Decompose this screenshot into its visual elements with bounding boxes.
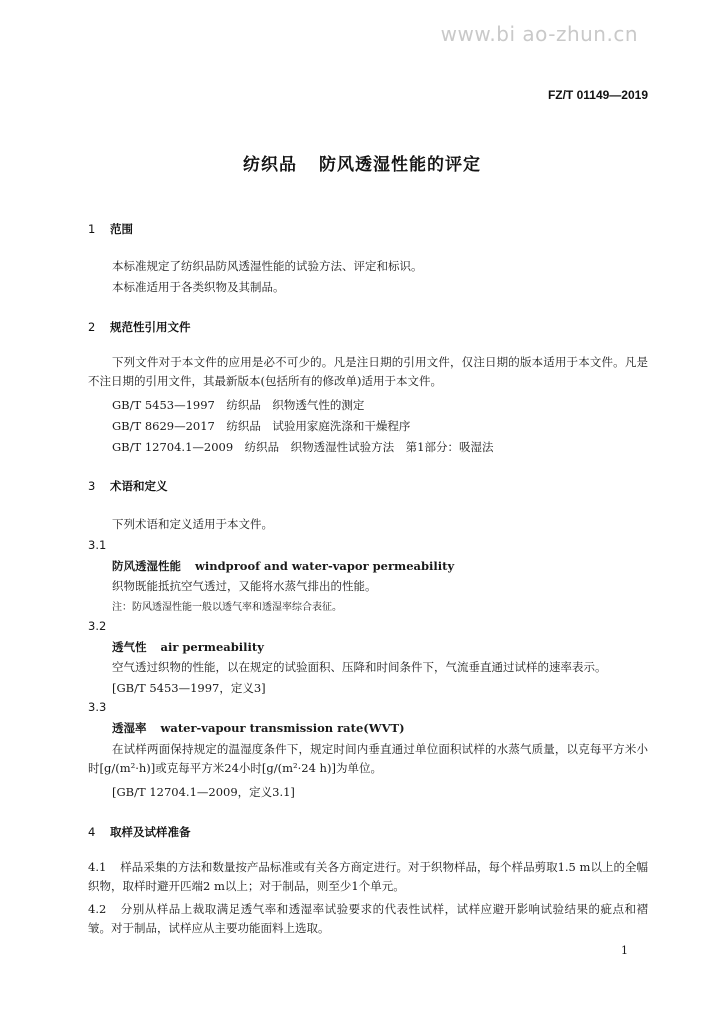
standard-number: FZ/T 01149—2019 <box>547 88 648 102</box>
term-number: 3.3 <box>88 700 107 714</box>
section-number: 1 <box>88 222 96 236</box>
clause-4-2 <box>88 900 648 938</box>
section-title: 规范性引用文件 <box>110 320 191 334</box>
term-zh: 透气性 <box>112 640 147 654</box>
term-heading <box>112 720 724 736</box>
title-part-1: 纺织品 <box>243 155 297 175</box>
section-1-heading <box>88 221 133 237</box>
term-en: water-vapour transmission rate(WVT) <box>160 721 405 735</box>
watermark: www.bi ao-zhun.cn <box>440 22 638 46</box>
term-note: 注：防风透湿性能一般以透气率和透湿率综合表征。 <box>112 602 342 613</box>
reference-item: GB/T 8629—2017 纺织品 试验用家庭洗涤和干燥程序 <box>112 419 411 433</box>
clause-number: 4.2 <box>88 902 107 916</box>
section-title: 取样及试样准备 <box>110 825 191 839</box>
section-4-heading <box>88 824 191 840</box>
term-heading <box>112 558 724 574</box>
section-title: 范围 <box>110 222 133 236</box>
section-number: 3 <box>88 479 96 493</box>
section-2-heading <box>88 319 191 335</box>
document-title <box>0 150 724 175</box>
term-en: windproof and water-vapor permeability <box>195 559 455 573</box>
reference-item: GB/T 12704.1—2009 纺织品 织物透湿性试验方法 第1部分：吸湿法 <box>112 440 494 454</box>
paragraph: 下列文件对于本文件的应用是必不可少的。凡是注日期的引用文件，仅注日期的版本适用于本文件。凡是不注日期的引用文件，其最新版本(包括所有的修改单)适用于本文件。 <box>88 355 648 388</box>
term-number: 3.2 <box>88 619 107 633</box>
section-number: 2 <box>88 320 96 334</box>
title-part-2: 防风透湿性能的评定 <box>319 155 481 175</box>
term-zh: 防风透湿性能 <box>112 559 181 573</box>
term-definition: 织物既能抵抗空气透过，又能将水蒸气排出的性能。 <box>112 579 377 593</box>
clause-number: 4.1 <box>88 860 107 874</box>
term-source: [GB/T 5453—1997，定义3] <box>112 681 266 695</box>
term-heading <box>112 639 724 655</box>
reference-item: GB/T 5453—1997 纺织品 织物透气性的测定 <box>112 398 365 412</box>
term-zh: 透湿率 <box>112 721 147 735</box>
term-en: air permeability <box>160 640 264 654</box>
paragraph: 本标准规定了纺织品防风透湿性能的试验方法、评定和标识。 <box>112 259 423 273</box>
page-number: 1 <box>621 944 628 957</box>
term-source: [GB/T 12704.1—2009，定义3.1] <box>112 785 295 799</box>
paragraph: 下列术语和定义适用于本文件。 <box>112 517 273 531</box>
clause-text: 样品采集的方法和数量按产品标准或有关各方商定进行。对于织物样品，每个样品剪取1.5 m以上的全幅织物，取样时避开匹端2 m以上；对于制品，则至少1个单元。 <box>88 860 648 893</box>
paragraph: 本标准适用于各类织物及其制品。 <box>112 280 285 294</box>
section-3-heading <box>88 478 168 494</box>
clause-4-1 <box>88 858 648 896</box>
term-number: 3.1 <box>88 538 107 552</box>
term-definition: 在试样两面保持规定的温湿度条件下，规定时间内垂直通过单位面积试样的水蒸气质量，以克每平方米小时[g/(m²·h)]或克每平方米24小时[g/(m²·24 h)]为单位。 <box>88 742 648 775</box>
clause-text: 分别从样品上裁取满足透气率和透湿率试验要求的代表性试样，试样应避开影响试验结果的疵点和褶皱。对于制品，试样应从主要功能面料上选取。 <box>88 902 648 935</box>
section-title: 术语和定义 <box>110 479 168 493</box>
section-number: 4 <box>88 825 96 839</box>
term-definition: 空气透过织物的性能，以在规定的试验面积、压降和时间条件下，气流垂直通过试样的速率表示。 <box>112 660 607 674</box>
